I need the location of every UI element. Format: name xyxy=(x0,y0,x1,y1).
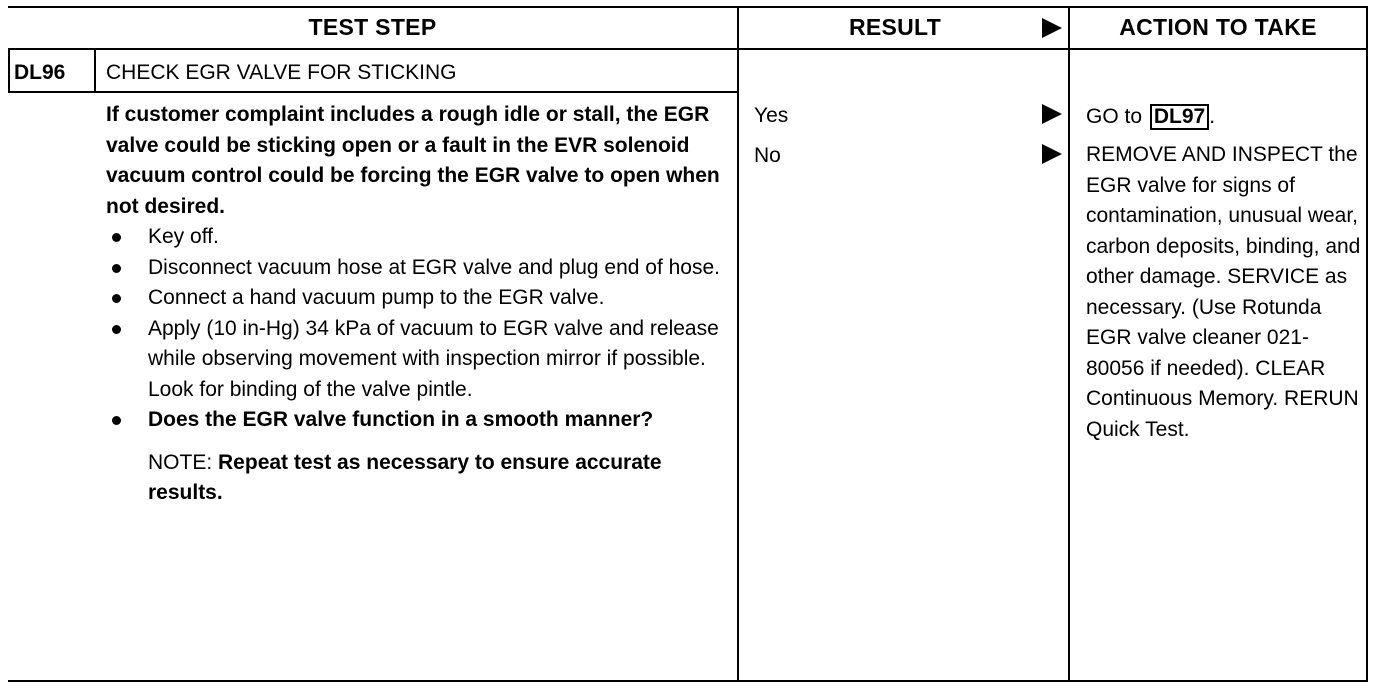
right-triangle-arrow-icon xyxy=(1042,144,1062,164)
right-triangle-arrow-icon xyxy=(1042,18,1062,38)
action-yes-prefix: GO to xyxy=(1086,105,1143,128)
step-title-rule xyxy=(8,91,738,93)
top-rule xyxy=(8,6,1368,8)
step-question: Does the EGR valve function in a smooth manner? xyxy=(106,405,726,436)
step-bullet: Key off. xyxy=(106,222,726,253)
result-yes: Yes xyxy=(754,104,789,127)
left-border xyxy=(8,48,10,91)
test-step-body xyxy=(106,100,726,509)
right-border xyxy=(1366,6,1368,682)
bullet-dot-icon xyxy=(112,325,121,334)
step-title: CHECK EGR VALVE FOR STICKING xyxy=(106,61,457,84)
note-label: NOTE: xyxy=(148,450,213,474)
step-bullet: Apply (10 in-Hg) 34 kPa of vacuum to EGR valve and release while observing movement with inspection mirror if possible. Look for binding of the valve pintle. xyxy=(106,314,726,406)
step-bullet: Disconnect vacuum hose at EGR valve and plug end of hose. xyxy=(106,253,726,284)
action-yes xyxy=(1086,104,1215,130)
step-note xyxy=(148,448,726,509)
bottom-rule xyxy=(8,680,1368,682)
action-no: REMOVE AND INSPECT the EGR valve for signs of contamination, unusual wear, carbon deposits, binding, and other damage. SERVICE as necessary. (Use Rotunda EGR valve cleaner 021-80056 if needed). CLEAR Continuous Memory. RERUN Quick Test. xyxy=(1086,143,1361,441)
header-result: RESULT xyxy=(848,14,942,40)
bullet-dot-icon xyxy=(112,294,121,303)
result-no: No xyxy=(754,144,781,167)
action-yes-suffix: . xyxy=(1209,105,1216,128)
bullet-dot-icon xyxy=(112,233,121,242)
header-action: ACTION TO TAKE xyxy=(1119,14,1317,40)
step-intro: If customer complaint includes a rough idle or stall, the EGR valve could be sticking open or a fault in the EVR solenoid vacuum control could be forcing the EGR valve to open when not desired. xyxy=(106,103,720,218)
header-bottom-rule xyxy=(8,48,1368,50)
step-bullet-list xyxy=(106,222,726,436)
step-bullet: Connect a hand vacuum pump to the EGR valve. xyxy=(106,283,726,314)
bullet-dot-icon xyxy=(112,264,121,273)
step-code: DL96 xyxy=(14,61,66,84)
code-divider xyxy=(94,48,96,91)
step-result-divider xyxy=(737,6,739,682)
right-triangle-arrow-icon xyxy=(1042,104,1062,124)
note-text: Repeat test as necessary to ensure accurate results. xyxy=(148,450,662,504)
header-test-step: TEST STEP xyxy=(308,14,437,40)
result-action-divider xyxy=(1068,6,1070,682)
bullet-dot-icon xyxy=(112,416,121,425)
test-step-reference-link[interactable]: DL97 xyxy=(1150,104,1209,130)
